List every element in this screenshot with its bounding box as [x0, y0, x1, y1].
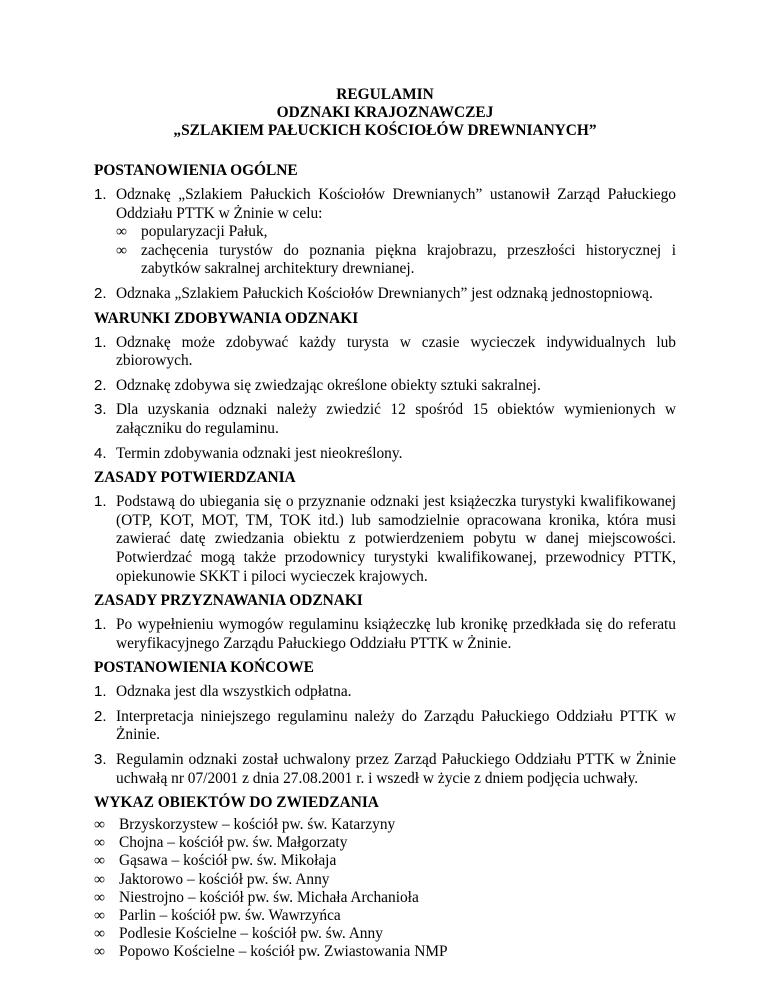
list-item [94, 683, 676, 702]
item-number: 2. [94, 376, 107, 394]
section-heading: WARUNKI ZDOBYWANIA ODZNAKI [94, 309, 359, 327]
title-line-2: ODZNAKI KRAJOZNAWCZEJ [276, 104, 494, 121]
list-item [94, 871, 676, 889]
item-number: 2. [94, 707, 107, 725]
bullet-item [116, 242, 676, 279]
item-number: 1. [94, 683, 107, 701]
section-heading: ZASADY PRZYZNAWANIA ODZNAKI [94, 592, 363, 610]
list-item [94, 834, 676, 852]
item-text: Po wypełnieniu wymogów regulaminu książeczkę lub kronikę przedkłada się do referatu weryfikacyjnego Zarządu Pałuckiego Oddziału PTTK w Żninie. [116, 616, 676, 652]
infinity-bullet-icon: ∞ [94, 852, 105, 870]
objects-list [94, 816, 676, 961]
item-number: 4. [94, 444, 107, 462]
object-name: Parlin – kościół pw. św. Wawrzyńca [119, 906, 341, 924]
section-wykaz-obiektow [94, 793, 676, 961]
list-item [94, 943, 676, 961]
title-line-1: REGULAMIN [336, 86, 434, 103]
object-name: Niestrojno – kościół pw. św. Michała Archanioła [119, 888, 419, 906]
list-item [94, 816, 676, 834]
list-item [94, 616, 676, 653]
list-item [94, 889, 676, 907]
numbered-list [94, 493, 676, 586]
object-name: Chojna – kościół pw. św. Małgorzaty [119, 834, 348, 852]
item-text: Odznakę może zdobywać każdy turysta w czasie wycieczek indywidualnych lub zbiorowych. [116, 333, 676, 370]
list-item [94, 186, 676, 279]
list-item [94, 493, 676, 586]
bullet-text: popularyzacji Pałuk, [141, 223, 268, 241]
infinity-bullet-icon: ∞ [94, 942, 105, 960]
list-item [94, 285, 676, 304]
item-text: Odznaka „Szlakiem Pałuckich Kościołów Drewnianych” jest odznaką jednostopniową. [116, 284, 653, 302]
title-line-3: „SZLAKIEM PAŁUCKICH KOŚCIOŁÓW DREWNIANYCH” [173, 122, 597, 139]
bullet-list [116, 223, 676, 279]
section-postanowienia-koncowe [94, 658, 676, 788]
item-number: 3. [94, 751, 107, 769]
section-heading: ZASADY POTWIERDZANIA [94, 469, 296, 487]
item-number: 1. [94, 616, 107, 634]
object-name: Gąsawa – kościół pw. św. Mikołaja [119, 852, 337, 870]
item-number: 2. [94, 284, 107, 302]
item-text: Interpretacja niniejszego regulaminu należy do Zarządu Pałuckiego Oddziału PTTK w Żninie. [116, 707, 676, 744]
infinity-bullet-icon: ∞ [116, 223, 127, 241]
numbered-list [94, 683, 676, 788]
item-text: Odznaka jest dla wszystkich odpłatna. [116, 683, 352, 701]
object-name: Jaktorowo – kościół pw. św. Anny [119, 870, 330, 888]
object-name: Brzyskorzystew – kościół pw. św. Katarzyny [119, 816, 396, 834]
list-item [94, 907, 676, 925]
numbered-list [94, 334, 676, 464]
infinity-bullet-icon: ∞ [94, 924, 105, 942]
infinity-bullet-icon: ∞ [94, 870, 105, 888]
list-item [94, 334, 676, 371]
item-text: Termin zdobywania odznaki jest nieokreślony. [116, 444, 403, 462]
item-text: Regulamin odznaki został uchwalony przez Zarząd Pałuckiego Oddziału PTTK w Żninie uchwałą nr 07/2001 z dnia 27.08.2001 r. i wszedł w życie z dniem podjęcia uchwały. [116, 751, 676, 787]
bullet-item [116, 223, 676, 242]
item-text: Odznakę „Szlakiem Pałuckich Kościołów Drewnianych” ustanowił Zarząd Pałuckiego Oddziału PTTK w Żninie w celu: [116, 186, 676, 222]
section-heading: WYKAZ OBIEKTÓW DO ZWIEDZANIA [94, 794, 379, 812]
list-item [94, 852, 676, 870]
section-warunki-zdobywania [94, 309, 676, 464]
object-name: Podlesie Kościelne – kościół pw. św. Anny [119, 924, 383, 942]
numbered-list [94, 616, 676, 653]
list-item [94, 401, 676, 438]
infinity-bullet-icon: ∞ [116, 241, 127, 259]
list-item [94, 708, 676, 745]
list-item [94, 925, 676, 943]
numbered-list [94, 186, 676, 304]
section-heading: POSTANOWIENIA KOŃCOWE [94, 659, 314, 677]
item-number: 3. [94, 401, 107, 419]
item-text: Odznakę zdobywa się zwiedzając określone obiekty sztuki sakralnej. [116, 376, 541, 394]
item-number: 1. [94, 333, 107, 351]
section-heading: POSTANOWIENIA OGÓLNE [94, 162, 298, 179]
bullet-text: zachęcenia turystów do poznania piękna krajobrazu, przeszłości historycznej i zabytków sakralnej architektury drewnianej. [141, 241, 676, 278]
item-number: 1. [94, 186, 107, 203]
list-item [94, 445, 676, 464]
infinity-bullet-icon: ∞ [94, 888, 105, 906]
document-title [94, 0, 676, 140]
infinity-bullet-icon: ∞ [94, 906, 105, 924]
infinity-bullet-icon: ∞ [94, 816, 105, 834]
list-item [94, 751, 676, 788]
infinity-bullet-icon: ∞ [94, 834, 105, 852]
item-number: 1. [94, 493, 107, 511]
section-zasady-przyznawania [94, 591, 676, 653]
section-zasady-potwierdzania [94, 468, 676, 586]
object-name: Popowo Kościelne – kościół pw. Zwiastowania NMP [119, 942, 448, 960]
section-postanowienia-ogolne [94, 161, 676, 304]
item-text: Dla uzyskania odznaki należy zwiedzić 12 spośród 15 obiektów wymienionych w załączniku do regulaminu. [116, 401, 676, 437]
list-item [94, 377, 676, 396]
item-text: Podstawą do ubiegania się o przyznanie odznaki jest książeczka turystyki kwalifikowanej (OTP, KOT, MOT, TM, TOK itd.) lub samodzielnie opracowana kronika, która musi zawierać datę zwiedzania obiektu z potwierdzeniem pobytu w danej miejscowości. Potwierdzać mogą także przodownicy turystyki kwalifikowanej, przewodnicy PTTK, opiekunowie SKKT i piloci wycieczek krajowych. [116, 493, 676, 585]
document-page [94, 0, 676, 961]
